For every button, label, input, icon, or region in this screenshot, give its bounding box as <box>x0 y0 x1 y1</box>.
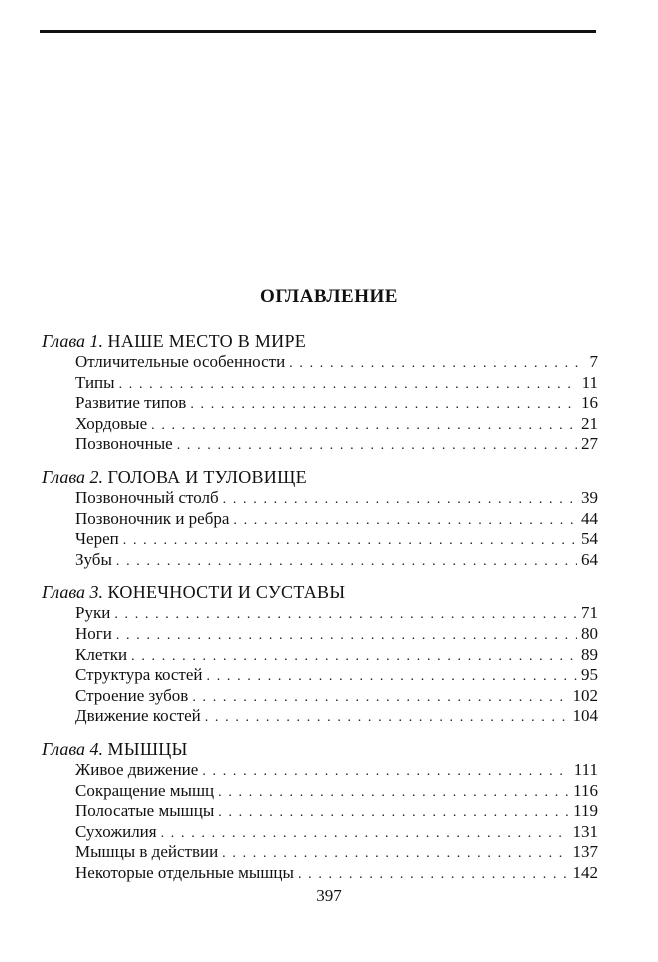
toc-entry-title: Сокращение мышц <box>75 780 215 800</box>
toc-entry <box>42 550 598 571</box>
toc-entry-title: Хордовые <box>75 413 148 433</box>
dot-leader <box>222 844 568 865</box>
toc-entry <box>42 488 598 509</box>
toc-entry <box>42 373 598 394</box>
chapter-title: НАШЕ МЕСТО В МИРЕ <box>107 331 307 351</box>
dot-leader <box>218 803 569 824</box>
dot-leader <box>123 531 577 552</box>
top-rule <box>40 30 596 33</box>
dot-leader <box>114 605 577 626</box>
chapter-label: Глава 2. <box>42 466 104 487</box>
dot-leader <box>131 647 577 668</box>
toc-title: ОГЛАВЛЕНИЕ <box>260 286 398 307</box>
toc-entry-title: Структура костей <box>75 665 203 685</box>
chapter-1 <box>42 330 598 455</box>
chapter-title: КОНЕЧНОСТИ И СУСТАВЫ <box>107 582 346 603</box>
chapter-label: Глава 1. <box>42 331 104 351</box>
toc-entry-title: Череп <box>75 529 119 549</box>
toc-entry-title: Развитие типов <box>75 393 187 413</box>
dot-leader <box>119 375 578 396</box>
chapter-4 <box>42 738 598 884</box>
toc-entry-page: 7 <box>589 352 598 371</box>
toc-entry <box>42 509 598 530</box>
toc-entry-title: Клетки <box>75 644 128 664</box>
toc-entry <box>42 822 598 843</box>
toc-entry-title: Типы <box>75 372 115 392</box>
dot-leader <box>161 824 569 845</box>
toc-entry <box>42 434 598 455</box>
dot-leader <box>192 688 568 709</box>
dot-leader <box>205 708 569 729</box>
toc-entry <box>42 781 598 802</box>
toc-entry-page: 102 <box>572 685 598 705</box>
chapter-heading <box>42 581 598 603</box>
toc-entry-title: Руки <box>75 603 111 623</box>
chapter-heading <box>42 330 598 352</box>
toc-entry-title: Позвоночный столб <box>75 487 219 507</box>
chapter-2 <box>42 466 598 570</box>
toc-entry-title: Отличительные особенности <box>75 352 286 371</box>
toc-entry-title: Полосатые мышцы <box>75 801 215 821</box>
toc-entry-title: Сухожилия <box>75 821 157 841</box>
toc-entry-page: 54 <box>581 529 598 549</box>
toc-entry-page: 39 <box>581 487 598 507</box>
toc-entry <box>42 665 598 686</box>
toc-entry <box>42 352 598 373</box>
dot-leader <box>233 511 577 532</box>
toc-entry <box>42 414 598 435</box>
dot-leader <box>177 436 577 457</box>
toc-entry <box>42 529 598 550</box>
toc-entry-page: 111 <box>573 759 598 779</box>
toc-entry-title: Позвоночник и ребра <box>75 508 230 528</box>
chapter-3 <box>42 581 598 727</box>
toc-entry-page: 131 <box>572 821 598 841</box>
toc-entry-page: 64 <box>581 549 598 569</box>
toc-entry-page: 27 <box>581 434 598 454</box>
toc-entry-page: 104 <box>572 706 598 726</box>
chapter-heading <box>42 466 598 488</box>
toc-entry <box>42 603 598 624</box>
chapter-heading <box>42 738 598 760</box>
toc-entry-title: Живое движение <box>75 759 199 779</box>
dot-leader <box>298 865 569 886</box>
chapter-title: ГОЛОВА И ТУЛОВИЩЕ <box>107 466 307 487</box>
dot-leader <box>289 354 585 375</box>
toc-entry <box>42 863 598 884</box>
toc-entry-page: 71 <box>581 603 598 623</box>
toc-entry <box>42 393 598 414</box>
toc-entry-title: Ноги <box>75 623 112 643</box>
dot-leader <box>207 667 578 688</box>
toc-entry-page: 119 <box>573 801 598 821</box>
toc-entry-title: Строение зубов <box>75 685 189 705</box>
toc-entry-page: 11 <box>581 372 598 392</box>
dot-leader <box>116 552 577 573</box>
toc-entry <box>42 645 598 666</box>
chapter-title: МЫШЦЫ <box>107 738 188 759</box>
table-of-contents <box>42 330 598 894</box>
toc-entry <box>42 624 598 645</box>
toc-entry-title: Зубы <box>75 549 112 569</box>
toc-entry-title: Позвоночные <box>75 434 173 454</box>
toc-entry-title: Некоторые отдельные мышцы <box>75 862 294 882</box>
toc-entry-page: 142 <box>572 862 598 882</box>
toc-entry-page: 89 <box>581 644 598 664</box>
dot-leader <box>116 626 577 647</box>
toc-entry <box>42 706 598 727</box>
toc-entry <box>42 842 598 863</box>
toc-entry-page: 95 <box>581 665 598 685</box>
toc-entry <box>42 801 598 822</box>
dot-leader <box>218 783 569 804</box>
toc-entry-page: 21 <box>581 413 598 433</box>
toc-entry <box>42 686 598 707</box>
dot-leader <box>151 416 577 437</box>
toc-entry-title: Движение костей <box>75 706 201 726</box>
dot-leader <box>190 395 577 416</box>
toc-entry-page: 116 <box>573 780 598 800</box>
dot-leader <box>223 490 577 511</box>
toc-entry-page: 44 <box>581 508 598 528</box>
dot-leader <box>202 762 569 783</box>
chapter-label: Глава 3. <box>42 582 104 603</box>
chapter-label: Глава 4. <box>42 738 104 759</box>
toc-entry-title: Мышцы в действии <box>75 842 219 862</box>
toc-entry <box>42 760 598 781</box>
toc-entry-page: 137 <box>572 842 598 862</box>
toc-entry-page: 16 <box>581 393 598 413</box>
toc-entry-page: 80 <box>581 623 598 643</box>
page-number: 397 <box>316 886 342 905</box>
